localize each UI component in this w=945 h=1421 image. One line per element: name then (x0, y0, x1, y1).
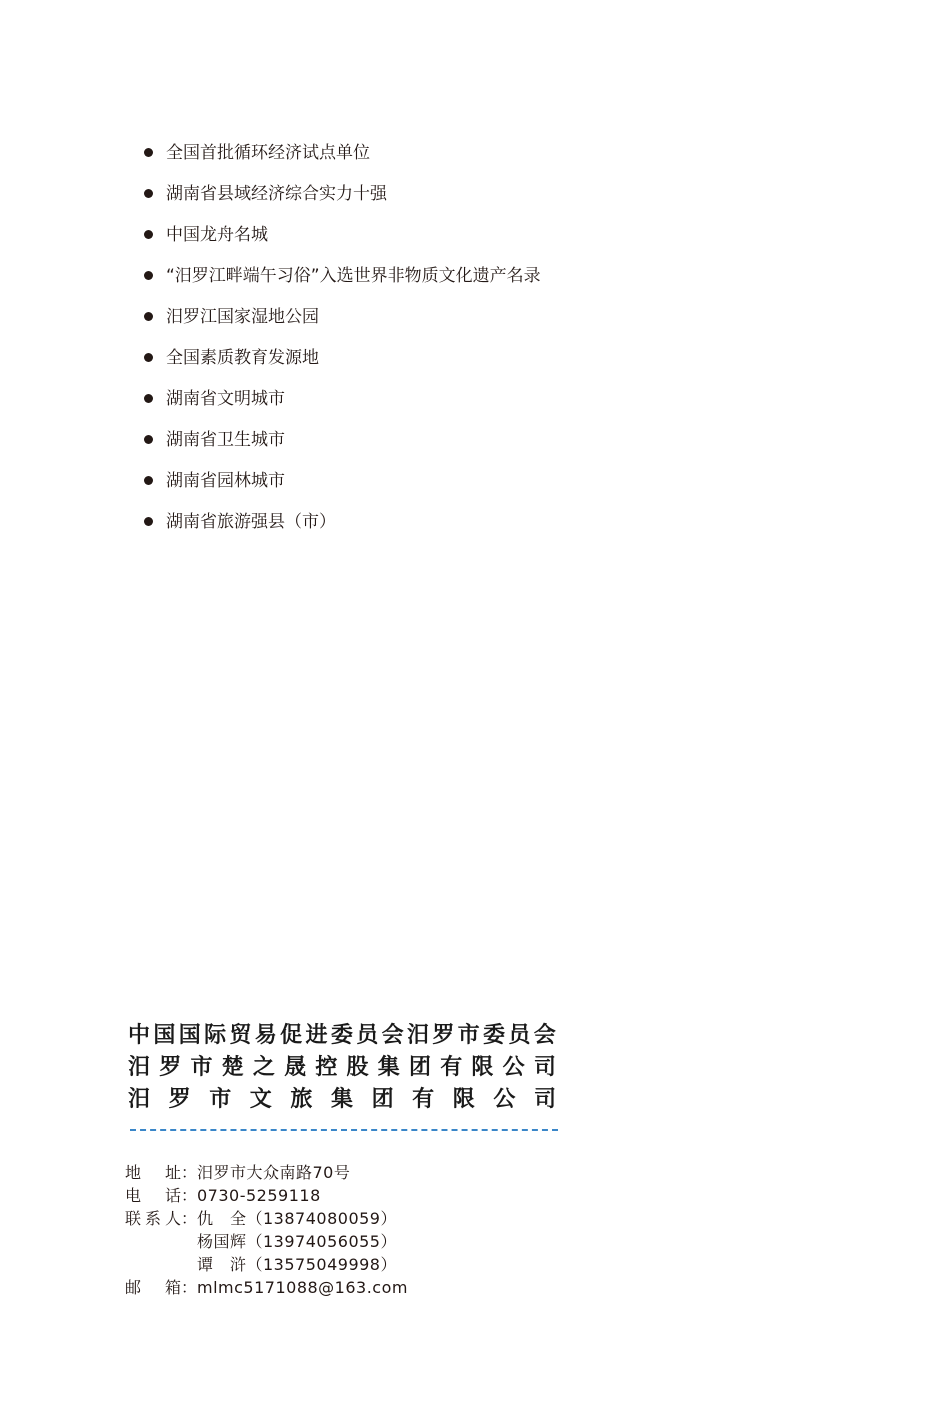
organizer-name: 汨 罗 市 楚 之 晟 控 股 集 团 有 限 公 司 (128, 1055, 556, 1080)
honor-text: 全国素质教育发源地 (166, 348, 319, 368)
bullet-icon (144, 353, 153, 362)
honor-text: 湖南省卫生城市 (166, 430, 285, 450)
bullet-icon (144, 435, 153, 444)
contact-person-row (125, 1230, 408, 1253)
address-row (125, 1161, 408, 1184)
organizer-block (128, 1020, 556, 1116)
bullet-icon (144, 189, 153, 198)
organizer-name: 汨 罗 市 文 旅 集 团 有 限 公 司 (128, 1087, 556, 1112)
honors-list (142, 139, 541, 549)
address-label: 地 址 (125, 1163, 181, 1182)
email-row (125, 1276, 408, 1299)
contact-block (125, 1161, 408, 1299)
phone-label: 电 话 (125, 1186, 181, 1205)
dashed-divider (130, 1129, 558, 1131)
list-item (142, 303, 541, 344)
honor-text: 中国龙舟名城 (166, 225, 268, 245)
phone-value: 0730-5259118 (197, 1186, 321, 1205)
honor-text: “汨罗江畔端午习俗”入选世界非物质文化遗产名录 (166, 266, 541, 286)
email-value: mlmc5171088@163.com (197, 1278, 408, 1297)
address-value: 汨罗市大众南路70号 (197, 1163, 351, 1182)
honor-text: 湖南省园林城市 (166, 471, 285, 491)
list-item (142, 467, 541, 508)
list-item (142, 221, 541, 262)
list-item (142, 262, 541, 303)
colon: ： (181, 1186, 198, 1205)
colon: ： (181, 1163, 198, 1182)
list-item (142, 508, 541, 549)
email-label: 邮 箱 (125, 1278, 181, 1297)
list-item (142, 385, 541, 426)
bullet-icon (144, 148, 153, 157)
colon: ： (181, 1278, 198, 1297)
list-item (142, 139, 541, 180)
contact-person-row (125, 1207, 408, 1230)
contact-person: 谭 浒（13575049998） (197, 1255, 397, 1274)
phone-row (125, 1184, 408, 1207)
bullet-icon (144, 230, 153, 239)
contacts-label: 联 系 人 (125, 1209, 181, 1228)
honor-text: 湖南省旅游强县（市） (166, 512, 336, 532)
colon: ： (181, 1209, 198, 1228)
honor-text: 全国首批循环经济试点单位 (166, 143, 370, 163)
bullet-icon (144, 517, 153, 526)
bullet-icon (144, 476, 153, 485)
honor-text: 湖南省县域经济综合实力十强 (166, 184, 387, 204)
list-item (142, 180, 541, 221)
contact-person-row (125, 1253, 408, 1276)
organizer-name: 中 国 国 际 贸 易 促 进 委 员 会 汨 罗 市 委 员 会 (128, 1023, 556, 1048)
contact-person: 杨国辉（13974056055） (197, 1232, 397, 1251)
bullet-icon (144, 394, 153, 403)
bullet-icon (144, 271, 153, 280)
bullet-icon (144, 312, 153, 321)
contact-person: 仇 全（13874080059） (197, 1209, 397, 1228)
honor-text: 汨罗江国家湿地公园 (166, 307, 319, 327)
list-item (142, 344, 541, 385)
honor-text: 湖南省文明城市 (166, 389, 285, 409)
list-item (142, 426, 541, 467)
